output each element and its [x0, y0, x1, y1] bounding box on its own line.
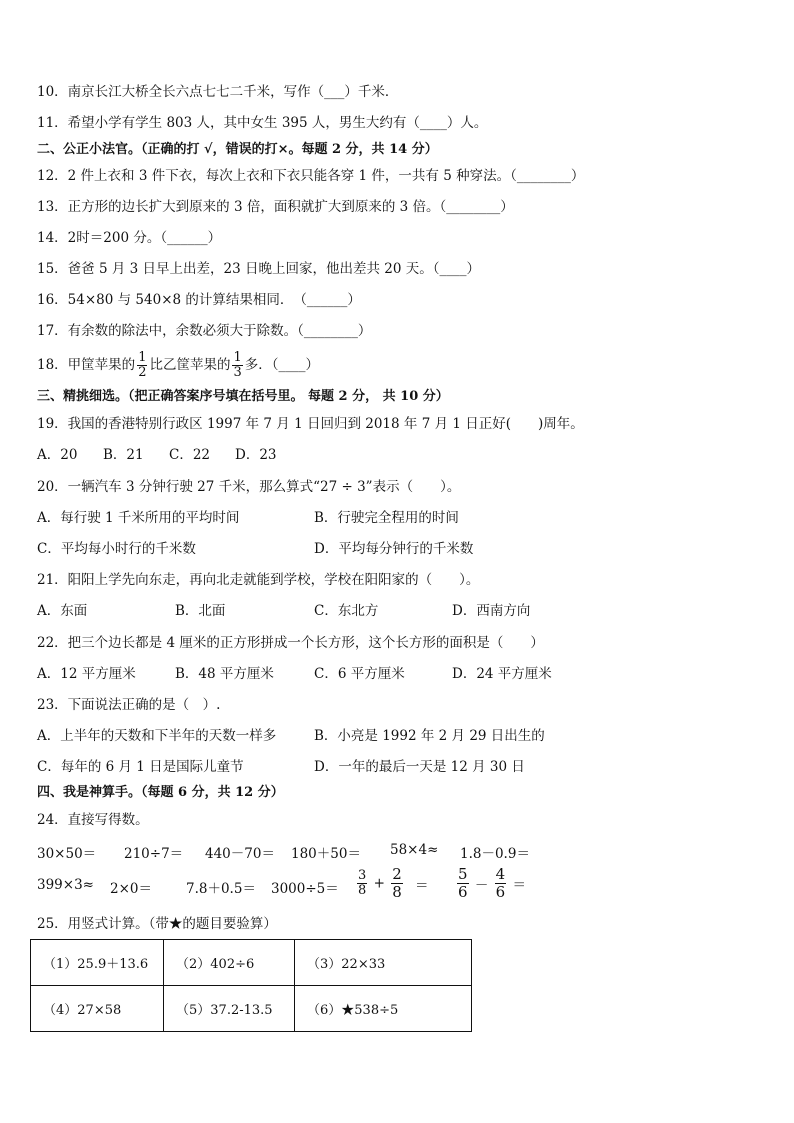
fraction-one-half: $\frac{1}{2}$: [138, 350, 147, 380]
q23-option-d: D．一年的最后一天是 12 月 30 日: [314, 759, 525, 775]
q22-option-d: D．24 平方厘米: [452, 666, 552, 682]
q22-option-c: C．6 平方厘米: [314, 666, 405, 682]
calc-item: 2×0＝: [110, 881, 152, 897]
fraction: $\frac{4}{6}$: [495, 865, 506, 901]
q19-option-d: D．23: [235, 447, 277, 463]
table-row: [31, 940, 472, 986]
question-12: 12．2 件上衣和 3 件下衣，每次上衣和下衣只能各穿 1 件，一共有 5 种穿法。（________）: [37, 168, 585, 184]
q23-option-b: B．小亮是 1992 年 2 月 29 日出生的: [314, 728, 545, 744]
section-3-heading: 三、精挑细选。（把正确答案序号填在括号里。 每题 2 分， 共 10 分）: [37, 389, 449, 404]
fraction: $\frac{2}{8}$: [392, 865, 402, 901]
q21-option-a: A．东面: [37, 603, 88, 619]
table-cell: （6）★538÷5: [295, 986, 472, 1032]
table-cell: （4）27×58: [31, 986, 164, 1032]
q22-option-b: B．48 平方厘米: [175, 666, 274, 682]
q19-option-c: C．22: [169, 447, 211, 463]
q20-option-a: A．每行驶 1 千米所用的平均时间: [37, 510, 240, 526]
fraction-one-third: $\frac{1}{3}$: [233, 350, 242, 380]
q21-option-d: D．西南方向: [452, 603, 531, 619]
table-row: [31, 986, 472, 1032]
table-cell: （2）402÷6: [164, 940, 295, 986]
q19-option-b: B．21: [103, 447, 144, 463]
question-21-stem: 21．阳阳上学先向东走，再向北走就能到学校，学校在阳阳家的（ ）。: [37, 572, 480, 588]
question-13: 13．正方形的边长扩大到原来的 3 倍，面积就扩大到原来的 3 倍。（________）: [37, 199, 514, 215]
question-10: 10．南京长江大桥全长六点七七二千米，写作（___）千米．: [37, 84, 399, 100]
calc-item: 7.8＋0.5＝: [186, 881, 256, 897]
fraction: $\frac{5}{6}$: [458, 865, 468, 901]
section-4-heading: 四、我是神算手。（每题 6 分，共 12 分）: [37, 785, 284, 800]
calc-item: 440－70＝: [205, 846, 275, 862]
question-23-stem: 23．下面说法正确的是（ ）.: [37, 697, 221, 713]
question-11: 11．希望小学有学生 803 人，其中女生 395 人，男生大约有（____）人。: [37, 115, 488, 131]
q20-option-c: C．平均每小时行的千米数: [37, 541, 196, 557]
question-22-stem: 22．把三个边长都是 4 厘米的正方形拼成一个长方形，这个长方形的面积是（ ）: [37, 635, 544, 651]
q20-option-b: B．行驶完全程用的时间: [314, 510, 459, 526]
q23-option-a: A．上半年的天数和下半年的天数一样多: [37, 728, 277, 744]
q22-option-a: A．12 平方厘米: [37, 666, 136, 682]
q21-option-c: C．东北方: [314, 603, 379, 619]
question-17: 17．有余数的除法中，余数必须大于除数。（________）: [37, 323, 372, 339]
table-cell: （5）37.2-13.5: [164, 986, 295, 1032]
question-24-stem: 24．直接写得数。: [37, 812, 149, 828]
fraction: $\frac{3}{8}$: [358, 868, 367, 898]
q23-option-c: C．每年的 6 月 1 日是国际儿童节: [37, 759, 244, 775]
question-20-stem: 20．一辆汽车 3 分钟行驶 27 千米，那么算式“27 ÷ 3”表示（ ）。: [37, 479, 461, 495]
question-19-stem: 19．我国的香港特别行政区 1997 年 7 月 1 日回归到 2018 年 7 月 1 日正好( )周年。: [37, 416, 584, 432]
table-cell: （3）22×33: [295, 940, 472, 986]
calc-item: 1.8－0.9＝: [460, 846, 530, 862]
calc-item: 180＋50＝: [291, 846, 361, 862]
calc-fraction-difference: $\frac{5}{6}$ － $\frac{4}{6}$ ＝: [458, 865, 526, 901]
calc-item: 210÷7＝: [124, 846, 184, 862]
question-18: 18．甲筐苹果的 $\frac{1}{2}$ 比乙筐苹果的 $\frac{1}{3}$ 多．（____）: [37, 350, 319, 380]
calc-fraction-sum: $\frac{3}{8}$ + $\frac{2}{8}$ ＝: [358, 865, 429, 901]
question-14: 14．2时＝200 分。（______）: [37, 230, 222, 246]
question-16: 16．54×80 与 540×8 的计算结果相同． （______）: [37, 292, 361, 308]
table-cell: （1）25.9＋13.6: [31, 940, 164, 986]
q21-option-b: B．北面: [175, 603, 226, 619]
question-15: 15．爸爸 5 月 3 日早上出差，23 日晚上回家，他出差共 20 天。（____）: [37, 261, 481, 277]
vertical-calculation-table: [30, 939, 472, 1032]
calc-item: 58×4≈: [390, 842, 439, 858]
q19-option-a: A．20: [37, 447, 78, 463]
section-2-heading: 二、公正小法官。（正确的打 √，错误的打×。每题 2 分，共 14 分）: [37, 142, 438, 157]
calc-item: 399×3≈: [37, 877, 94, 893]
calc-item: 30×50＝: [37, 846, 97, 862]
calc-item: 3000÷5＝: [271, 881, 339, 897]
question-25-stem: 25．用竖式计算。（带★的题目要验算）: [37, 916, 277, 932]
q20-option-d: D．平均每分钟行的千米数: [314, 541, 474, 557]
